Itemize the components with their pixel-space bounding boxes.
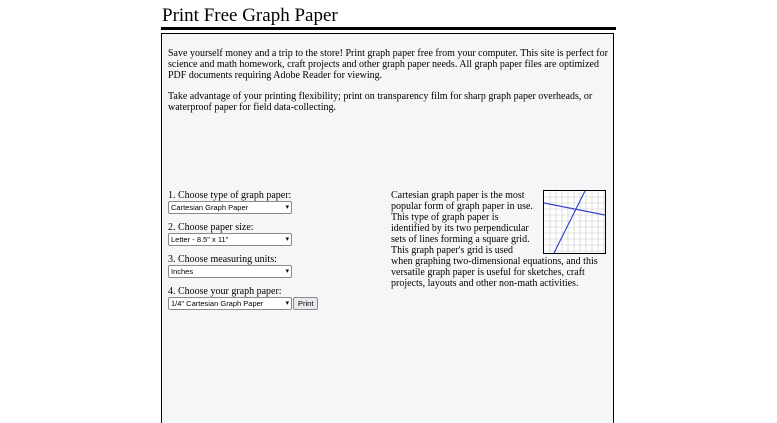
step-type (168, 190, 292, 214)
type-label: 1. Choose type of graph paper: (168, 190, 292, 201)
chevron-down-icon: ▾ (285, 204, 289, 211)
content-box (161, 33, 614, 423)
graph-line-steep (554, 191, 585, 253)
size-label: 2. Choose paper size: (168, 222, 254, 233)
step-size (168, 222, 292, 246)
graph-thumbnail-svg (544, 191, 605, 253)
units-label: 3. Choose measuring units: (168, 254, 277, 265)
intro-paragraph-1: Save yourself money and a trip to the store! Print graph paper free from your computer. This site is perfect for science and math homework, craft projects and other graph paper needs. All graph paper files are optimized PDF documents requiring Adobe Reader for viewing. (168, 48, 608, 81)
page-title: Print Free Graph Paper (162, 5, 338, 26)
description-text: Cartesian graph paper is the most popular form of graph paper in use. This type of graph paper is identified by its two perpendicular sets of lines forming a square grid. This graph paper's grid is used when graphing two-dimensional equations, and this versatile graph paper is useful for sketches, craft projects, layouts and other non-math activities. (391, 190, 598, 289)
size-select[interactable] (168, 233, 292, 246)
step-units (168, 254, 292, 278)
chevron-down-icon: ▾ (285, 268, 289, 275)
type-select-value: Cartesian Graph Paper (171, 203, 249, 212)
chevron-down-icon: ▾ (285, 300, 289, 307)
paper-select[interactable] (168, 297, 292, 310)
intro-paragraph-2: Take advantage of your printing flexibility; print on transparency film for sharp graph paper overheads, or waterproof paper for field data-collecting. (168, 91, 593, 113)
type-select[interactable] (168, 201, 292, 214)
description (391, 190, 606, 289)
units-select-value: Inches (171, 267, 194, 276)
units-select[interactable] (168, 265, 292, 278)
cartesian-graph-thumbnail-icon (543, 190, 606, 254)
paper-select-value: 1/4" Cartesian Graph Paper (171, 299, 264, 308)
title-rule (161, 27, 616, 30)
print-button[interactable]: Print (293, 297, 318, 310)
step-paper (168, 286, 318, 310)
paper-label: 4. Choose your graph paper: (168, 286, 282, 297)
size-select-value: Letter - 8.5" x 11" (171, 235, 229, 244)
chevron-down-icon: ▾ (285, 236, 289, 243)
